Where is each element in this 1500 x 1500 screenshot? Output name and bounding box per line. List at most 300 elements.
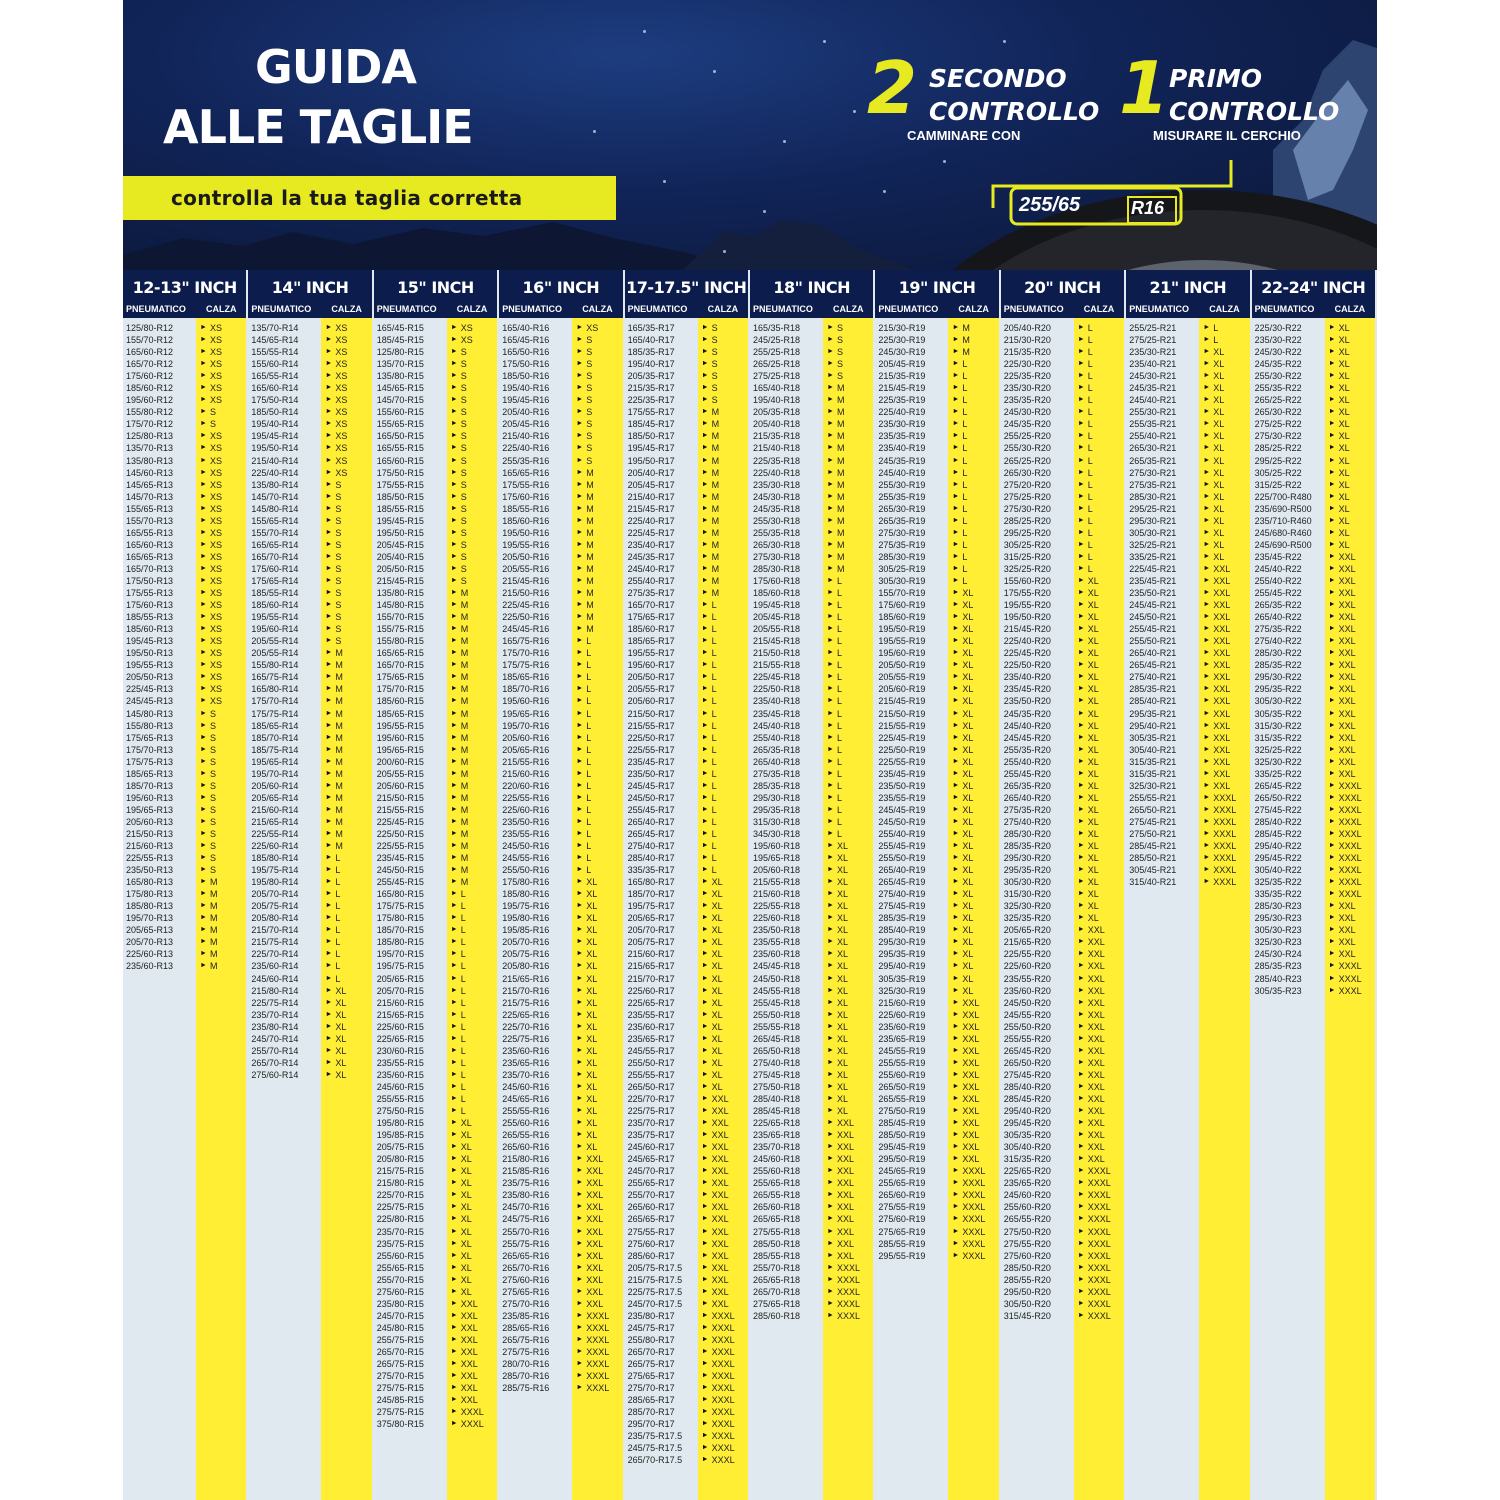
arrow-icon: ► <box>200 480 207 488</box>
tire-size: 265/55-R16 <box>502 1130 550 1141</box>
tire-size: 195/60-R17 <box>627 660 675 671</box>
arrow-icon: ► <box>1077 528 1085 536</box>
sock-size: XXL <box>962 1130 980 1141</box>
table-row <box>123 852 246 864</box>
arrow-icon: ► <box>1203 709 1211 717</box>
table-row <box>1001 924 1124 936</box>
table-row <box>625 1141 748 1153</box>
arrow-icon: ► <box>952 1082 960 1090</box>
sock-size: XL <box>335 985 347 996</box>
sock-size: XS <box>210 648 223 659</box>
sock-size: XL <box>711 937 723 948</box>
table-row <box>1126 864 1249 876</box>
tire-header: PNEUMATICO <box>1254 304 1315 314</box>
sock-size: XXL <box>1338 551 1356 562</box>
tire-size: 195/60-R16 <box>502 696 550 707</box>
arrow-icon: ► <box>450 1287 458 1295</box>
arrow-icon: ► <box>1077 601 1085 609</box>
arrow-icon: ► <box>1077 504 1085 512</box>
tire-size: 195/60-R12 <box>126 395 174 406</box>
sock-size: S <box>460 551 467 562</box>
table-row <box>875 1069 998 1081</box>
arrow-icon: ► <box>1077 1143 1085 1151</box>
column-header <box>625 270 748 318</box>
arrow-icon: ► <box>325 324 333 331</box>
sock-size: M <box>460 841 469 852</box>
tire-size: 195/85-R15 <box>376 1130 424 1141</box>
tire-size: 155/65-R14 <box>251 515 299 526</box>
tire-size: 195/65-R15 <box>376 744 424 755</box>
arrow-icon: ► <box>827 1046 834 1054</box>
tire-size: 315/30-R22 <box>1254 720 1302 731</box>
tire-size: 235/75-R17.5 <box>627 1431 683 1442</box>
sock-size: L <box>586 768 592 779</box>
tire-size: 175/70-R16 <box>502 648 550 659</box>
sock-size: M <box>335 804 343 815</box>
sock-size: S <box>837 323 844 333</box>
tire-size: 125/80-R15 <box>376 347 424 358</box>
arrow-icon: ► <box>1077 1070 1085 1078</box>
table-row <box>1001 647 1124 659</box>
sock-size: XL <box>1338 491 1350 502</box>
tire-size: 255/40-R18 <box>753 732 801 743</box>
sock-size: XXL <box>962 1021 980 1032</box>
sock-size: XS <box>210 491 223 502</box>
sock-size: S <box>460 347 467 358</box>
sock-size: L <box>586 865 592 876</box>
table-row <box>499 1334 622 1346</box>
tire-size: 185/60-R15 <box>376 696 424 707</box>
table-row <box>499 900 622 912</box>
sock-size: L <box>837 612 843 623</box>
sock-size: XXL <box>1338 684 1356 695</box>
table-row <box>123 792 246 804</box>
sock-size: XL <box>460 1238 472 1249</box>
sock-size: XXL <box>837 1190 855 1201</box>
arrow-icon: ► <box>701 781 709 789</box>
sock-size: XXL <box>1338 660 1356 671</box>
tire-size: 285/45-R22 <box>1254 828 1302 839</box>
arrow-icon: ► <box>827 552 834 560</box>
tire-size: 265/70-R18 <box>753 1286 801 1297</box>
tire-size: 215/55-R18 <box>753 877 801 888</box>
arrow-icon: ► <box>1328 468 1336 476</box>
table-row <box>123 358 246 370</box>
table-row <box>248 1057 371 1069</box>
arrow-icon: ► <box>576 420 584 428</box>
arrow-icon: ► <box>1077 649 1085 657</box>
table-row <box>875 864 998 876</box>
tire-size: 265/50-R19 <box>878 1081 926 1092</box>
table-row <box>750 852 873 864</box>
arrow-icon: ► <box>701 962 709 970</box>
table-row <box>625 985 748 997</box>
table-row <box>750 515 873 527</box>
tire-size: 165/45-R16 <box>502 335 550 346</box>
tire-size: 255/60-R20 <box>1003 1202 1051 1213</box>
sock-size: XS <box>210 527 223 538</box>
tire-size: 245/35-R20 <box>1003 419 1051 430</box>
table-row <box>1252 587 1375 599</box>
table-row <box>875 732 998 744</box>
tire-size: 255/45-R19 <box>878 841 926 852</box>
sock-size: S <box>210 407 217 418</box>
sock-size: S <box>586 395 593 406</box>
arrow-icon: ► <box>325 986 333 994</box>
arrow-icon: ► <box>450 384 458 392</box>
sock-size: XL <box>837 913 849 924</box>
arrow-icon: ► <box>701 817 709 825</box>
tire-size: 205/60-R15 <box>376 780 424 791</box>
tire-size: 235/45-R21 <box>1129 575 1177 586</box>
tire-size: 205/65-R20 <box>1003 925 1051 936</box>
tire-size: 205/60-R18 <box>753 865 801 876</box>
table-row <box>875 828 998 840</box>
arrow-icon: ► <box>952 805 960 813</box>
table-row <box>1001 1201 1124 1213</box>
sock-size: L <box>962 383 968 394</box>
tire-size: 245/50-R16 <box>502 841 550 852</box>
table-row <box>875 647 998 659</box>
sock-size: XL <box>837 865 849 876</box>
tire-size: 335/25-R21 <box>1129 551 1177 562</box>
tire-size: 295/35-R22 <box>1254 684 1302 695</box>
arrow-icon: ► <box>1077 781 1085 789</box>
sock-size: XL <box>1338 335 1350 346</box>
table-row <box>499 503 622 515</box>
tire-size: 215/50-R15 <box>376 792 424 803</box>
table-row <box>1001 671 1124 683</box>
tire-size: 175/55-R16 <box>502 479 550 490</box>
arrow-icon: ► <box>952 1191 960 1199</box>
table-row <box>499 1213 622 1225</box>
sock-size: S <box>460 395 467 406</box>
sock-size: XXL <box>1087 1130 1105 1141</box>
table-row <box>875 840 998 852</box>
table-row <box>374 551 497 563</box>
sock-size: S <box>335 491 342 502</box>
sock-size: M <box>837 503 845 514</box>
table-row <box>625 1153 748 1165</box>
sock-size: XL <box>837 853 849 864</box>
table-row <box>374 768 497 780</box>
sock-size: XS <box>210 588 223 599</box>
tire-size: 205/45-R15 <box>376 539 424 550</box>
sock-size: XXL <box>460 1298 478 1309</box>
table-row <box>750 888 873 900</box>
arrow-icon: ► <box>701 601 709 609</box>
arrow-icon: ► <box>200 709 207 717</box>
sock-size: L <box>586 744 592 755</box>
sock-size: XL <box>962 708 974 719</box>
table-row <box>750 828 873 840</box>
arrow-icon: ► <box>576 1143 584 1151</box>
tire-size: 255/35-R18 <box>753 527 801 538</box>
sock-size: XL <box>837 1081 849 1092</box>
table-row <box>374 1165 497 1177</box>
sock-size: XXL <box>1213 648 1231 659</box>
arrow-icon: ► <box>952 420 960 428</box>
table-row <box>1252 936 1375 948</box>
check-size-banner <box>123 176 616 220</box>
arrow-icon: ► <box>952 793 960 801</box>
sock-size: L <box>837 768 843 779</box>
tire-size: 305/25-R20 <box>1003 539 1051 550</box>
title-line-2: ALLE TAGLIE <box>163 100 473 154</box>
tire-size: 155/65-R15 <box>376 419 424 430</box>
arrow-icon: ► <box>952 890 960 898</box>
table-row <box>123 756 246 768</box>
arrow-icon: ► <box>576 1263 584 1271</box>
tire-size: 215/35-R20 <box>1003 347 1051 358</box>
arrow-icon: ► <box>701 842 709 850</box>
arrow-icon: ► <box>1077 576 1085 584</box>
arrow-icon: ► <box>701 854 709 862</box>
sock-size: XL <box>1213 347 1225 358</box>
arrow-icon: ► <box>1203 540 1211 548</box>
tire-size: 295/55-R19 <box>878 1250 926 1261</box>
table-row <box>750 1189 873 1201</box>
tire-size: 195/75-R16 <box>502 901 550 912</box>
tire-size: 235/65-R16 <box>502 1057 550 1068</box>
arrow-icon: ► <box>576 613 584 621</box>
tire-size: 215/65-R20 <box>1003 937 1051 948</box>
arrow-icon: ► <box>325 805 333 813</box>
table-row <box>625 973 748 985</box>
sock-size: XXL <box>1338 913 1356 924</box>
sock-size: M <box>962 323 970 333</box>
table-row <box>875 1250 998 1262</box>
arrow-icon: ► <box>200 408 207 416</box>
sock-size: XL <box>586 1033 598 1044</box>
table-row <box>1126 720 1249 732</box>
arrow-icon: ► <box>701 721 709 729</box>
tire-size: 225/45-R18 <box>753 672 801 683</box>
tire-size: 165/40-R17 <box>627 335 675 346</box>
table-row <box>625 1250 748 1262</box>
table-row <box>123 455 246 467</box>
arrow-icon: ► <box>827 817 834 825</box>
tire-size: 285/30-R18 <box>753 563 801 574</box>
tire-size: 215/75-R15 <box>376 1166 424 1177</box>
arrow-icon: ► <box>952 504 960 512</box>
table-row <box>875 479 998 491</box>
sock-size: XL <box>1338 395 1350 406</box>
sock-size: XXXL <box>837 1298 861 1309</box>
arrow-icon: ► <box>1203 817 1211 825</box>
tire-size: 205/55-R14 <box>251 636 299 647</box>
arrow-icon: ► <box>952 540 960 548</box>
sock-size: XS <box>210 624 223 635</box>
sock-size: XL <box>586 1106 598 1117</box>
arrow-icon: ► <box>827 986 834 994</box>
table-row <box>1126 852 1249 864</box>
tire-size: 175/55-R20 <box>1003 588 1051 599</box>
tire-size: 305/50-R20 <box>1003 1298 1051 1309</box>
arrow-icon: ► <box>576 1046 584 1054</box>
sock-size: XL <box>460 1226 472 1237</box>
tire-size: 235/80-R16 <box>502 1190 550 1201</box>
sock-size: L <box>335 925 341 936</box>
sock-size: M <box>460 660 469 671</box>
tire-size: 235/35-R19 <box>878 431 926 442</box>
sock-size: L <box>837 804 843 815</box>
sock-size: XXL <box>1213 660 1231 671</box>
table-row <box>875 659 998 671</box>
star-decoration <box>943 160 946 163</box>
table-row <box>499 695 622 707</box>
table-row <box>499 1298 622 1310</box>
tire-size: 265/35-R20 <box>1003 780 1051 791</box>
sock-size: XXXL <box>586 1334 610 1345</box>
sock-size: XL <box>962 792 974 803</box>
arrow-icon: ► <box>1077 516 1085 524</box>
tire-size: 215/65-R17 <box>627 961 675 972</box>
table-row <box>1252 960 1375 972</box>
sock-size: XXL <box>837 1130 855 1141</box>
tire-size: 225/60-R14 <box>251 841 299 852</box>
arrow-icon: ► <box>450 817 458 825</box>
sock-size: XL <box>837 1106 849 1117</box>
sock-size: M <box>335 828 343 839</box>
table-row <box>625 1129 748 1141</box>
tire-size: 215/75-R17.5 <box>627 1274 683 1285</box>
tire-size: 235/80-R17 <box>627 1310 675 1321</box>
sock-size: XL <box>586 901 598 912</box>
sock-size: XL <box>1087 744 1099 755</box>
tire-size: 235/65-R18 <box>753 1130 801 1141</box>
sock-size: M <box>210 937 218 948</box>
arrow-icon: ► <box>1077 336 1085 344</box>
sock-size: XL <box>586 1009 598 1020</box>
tire-size: 135/70-R15 <box>376 359 424 370</box>
sock-size: XXL <box>1087 1069 1105 1080</box>
arrow-icon: ► <box>325 420 333 428</box>
table-row <box>1126 491 1249 503</box>
tire-size: 155/60-R14 <box>251 359 299 370</box>
tire-size: 295/50-R19 <box>878 1154 926 1165</box>
tire-size: 265/45-R22 <box>1254 780 1302 791</box>
column-title: 12-13" INCH <box>132 278 237 297</box>
tire-size: 195/50-R16 <box>502 527 550 538</box>
sock-size: XXXL <box>1338 877 1362 888</box>
tire-size: 265/45-R17 <box>627 828 675 839</box>
arrow-icon: ► <box>450 769 458 777</box>
tire-size: 165/55-R13 <box>126 527 174 538</box>
tire-size: 215/85-R16 <box>502 1166 550 1177</box>
arrow-icon: ► <box>450 1107 458 1115</box>
sock-size: XL <box>460 1214 472 1225</box>
tire-size: 205/70-R17 <box>627 925 675 936</box>
table-row <box>1001 334 1124 346</box>
table-row <box>750 1081 873 1093</box>
table-row <box>750 744 873 756</box>
table-row <box>374 467 497 479</box>
table-row <box>248 503 371 515</box>
table-row <box>248 491 371 503</box>
sock-size: S <box>210 816 217 827</box>
table-row <box>374 936 497 948</box>
sock-size: XXL <box>962 1094 980 1104</box>
tire-size: 265/60-R18 <box>753 1202 801 1213</box>
tire-size: 165/75-R16 <box>502 636 550 647</box>
table-row <box>875 394 998 406</box>
table-row <box>750 551 873 563</box>
arrow-icon: ► <box>325 468 333 476</box>
sock-size: S <box>586 455 593 466</box>
arrow-icon: ► <box>200 420 207 428</box>
sock-size: M <box>837 431 845 442</box>
tire-size: 215/45-R18 <box>753 636 801 647</box>
tire-size: 245/40-R21 <box>1129 395 1177 406</box>
arrow-icon: ► <box>1203 360 1211 368</box>
table-row <box>248 575 371 587</box>
sock-size: XL <box>711 1033 723 1044</box>
table-row <box>625 1105 748 1117</box>
table-row <box>499 322 622 334</box>
table-row <box>1126 527 1249 539</box>
sock-size: L <box>1213 335 1219 346</box>
tire-size: 205/40-R16 <box>502 407 550 418</box>
sock-size: XXL <box>460 1383 478 1394</box>
sock-size: S <box>586 431 593 442</box>
tire-size: 245/45-R17 <box>627 780 675 791</box>
arrow-icon: ► <box>325 817 333 825</box>
table-row <box>875 382 998 394</box>
sock-size: S <box>210 780 217 791</box>
table-row <box>1126 551 1249 563</box>
arrow-icon: ► <box>701 324 709 331</box>
sock-size: XXXL <box>1338 780 1362 791</box>
tire-size: 195/55-R15 <box>376 720 424 731</box>
arrow-icon: ► <box>450 1022 458 1030</box>
arrow-icon: ► <box>576 360 584 368</box>
table-row <box>123 611 246 623</box>
sock-size: S <box>586 359 593 370</box>
table-row <box>374 370 497 382</box>
sock-size: XL <box>962 648 974 659</box>
sock-size: M <box>711 503 720 514</box>
tire-size: 275/40-R19 <box>878 889 926 900</box>
table-row <box>625 1201 748 1213</box>
sock-size: L <box>711 696 717 707</box>
table-row <box>248 876 371 888</box>
table-row <box>499 888 622 900</box>
sock-size: L <box>1087 347 1093 358</box>
arrow-icon: ► <box>701 793 709 801</box>
arrow-icon: ► <box>1077 396 1085 404</box>
tire-size: 305/30-R20 <box>1003 877 1051 888</box>
arrow-icon: ► <box>701 540 709 548</box>
table-row <box>1126 611 1249 623</box>
tire-size: 275/55-R19 <box>878 1202 926 1213</box>
arrow-icon: ► <box>576 817 584 825</box>
arrow-icon: ► <box>1077 745 1085 753</box>
arrow-icon: ► <box>827 1179 834 1187</box>
sock-size: L <box>460 1081 466 1092</box>
tire-size: 265/70-R17.5 <box>627 1455 683 1466</box>
table-row <box>248 900 371 912</box>
sock-size: M <box>711 527 720 538</box>
sock-size: XXXL <box>1338 853 1362 864</box>
sock-size: XXXL <box>1213 804 1237 815</box>
tire-size: 295/70-R17 <box>627 1419 675 1430</box>
tire-size: 265/75-R16 <box>502 1334 550 1345</box>
tire-size: 175/75-R15 <box>376 901 424 912</box>
arrow-icon: ► <box>952 926 960 934</box>
sock-size: XXXL <box>1338 804 1362 815</box>
arrow-icon: ► <box>200 613 207 621</box>
